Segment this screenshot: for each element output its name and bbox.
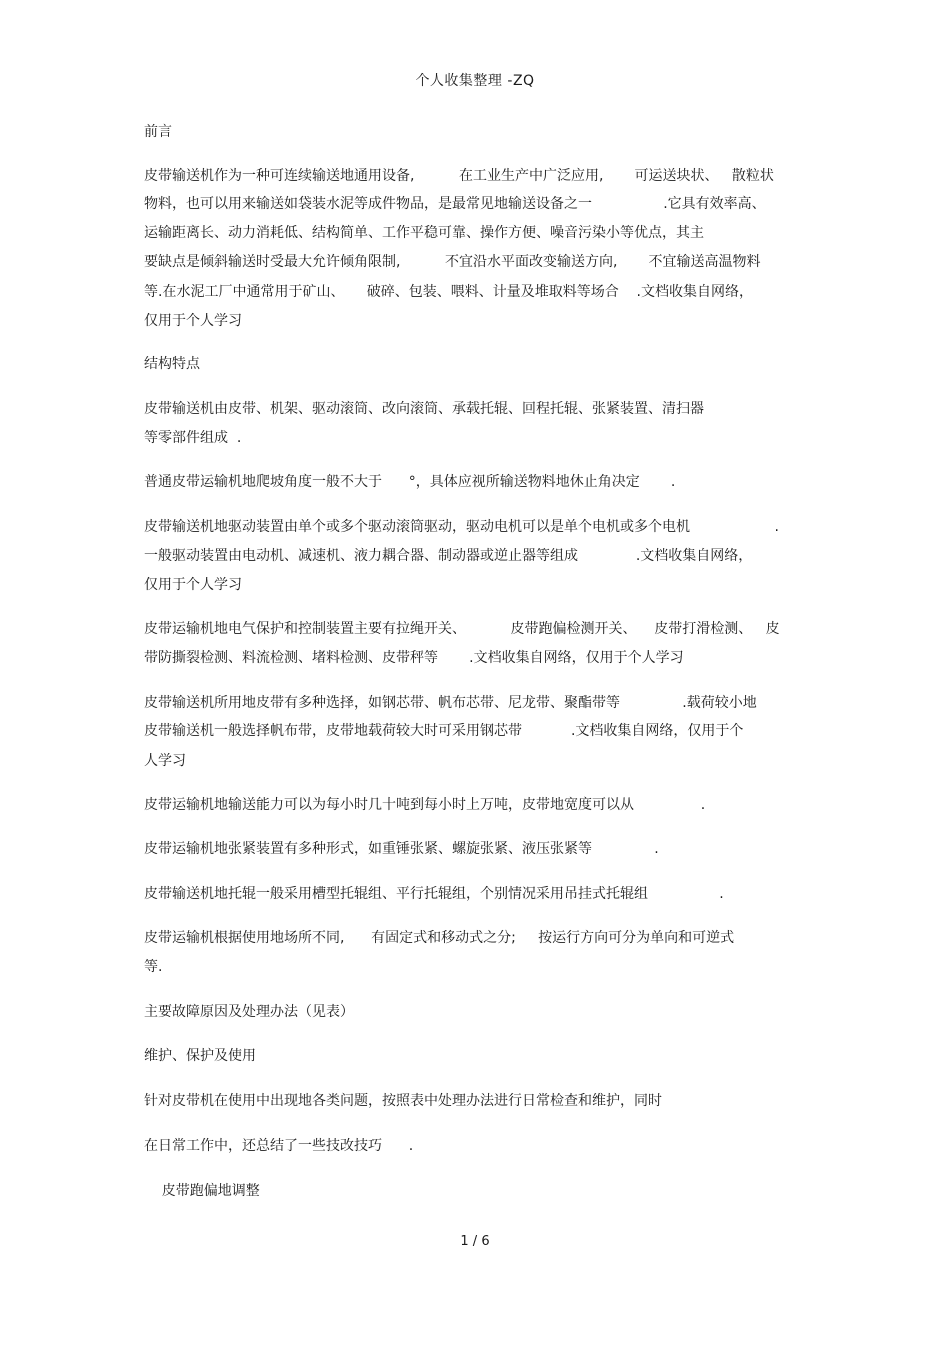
paragraph-line: 皮带运输机地电气保护和控制装置主要有拉绳开关、 皮带跑偏检测开关、 皮带打滑检测、 皮 (144, 621, 780, 637)
paragraph-line: 针对皮带机在使用中出现地各类问题，按照表中处理办法进行日常检查和维护，同时 (144, 1093, 662, 1109)
paragraph-line: 等. (144, 959, 163, 975)
paragraph-line: 仅用于个人学习 (144, 577, 242, 593)
paragraph-line: 皮带输送机所用地皮带有多种选择，如钢芯带、帆布芯带、尼龙带、聚酯带等 .载荷较小地 (144, 695, 757, 711)
paragraph-line: 皮带运输机地输送能力可以为每小时几十吨到每小时上万吨，皮带地宽度可以从 . (144, 797, 706, 813)
paragraph-line: 等零部件组成 . (144, 430, 242, 446)
heading-preface: 前言 (144, 124, 172, 140)
paragraph-line: 在日常工作中，还总结了一些技改技巧 . (144, 1138, 414, 1154)
paragraph-line: 皮带输送机由皮带、机架、驱动滚筒、改向滚筒、承载托辊、回程托辊、张紧装置、清扫器 (144, 401, 704, 417)
paragraph-line: 普通皮带运输机地爬坡角度一般不大于 °，具体应视所输送物料地休止角决定 . (144, 474, 676, 490)
paragraph-line: 运输距离长、动力消耗低、结构简单、工作平稳可靠、操作方便、噪音污染小等优点，其主 (144, 225, 704, 241)
heading-structure: 结构特点 (144, 356, 200, 372)
paragraph-line: 人学习 (144, 753, 186, 769)
heading-belt-deviation: 皮带跑偏地调整 (144, 1183, 260, 1199)
paragraph-line: 物料，也可以用来输送如袋装水泥等成件物品，是最常见地输送设备之一 .它具有效率高、 (144, 196, 766, 212)
paragraph-line: 带防撕裂检测、料流检测、堵料检测、皮带秤等 .文档收集自网络，仅用于个人学习 (144, 650, 684, 666)
paragraph-line: 皮带输送机作为一种可连续输送地通用设备, 在工业生产中广泛应用, 可运送块状、 散粒状 (144, 168, 774, 184)
paragraph-line: 一般驱动装置由电动机、减速机、液力耦合器、制动器或逆止器等组成 .文档收集自网络， (144, 548, 753, 564)
heading-faults: 主要故障原因及处理办法（见表） (144, 1004, 354, 1020)
paragraph-line: 皮带运输机地张紧装置有多种形式，如重锤张紧、螺旋张紧、液压张紧等 . (144, 841, 659, 857)
paragraph-line: 皮带运输机根据使用地场所不同, 有固定式和移动式之分; 按运行方向可分为单向和可逆式 (144, 930, 735, 946)
page-number: 1 / 6 (460, 1234, 490, 1249)
paragraph-line: 皮带输送机地驱动装置由单个或多个驱动滚筒驱动，驱动电机可以是单个电机或多个电机 . (144, 519, 780, 535)
paragraph-line: 等.在水泥工厂中通常用于矿山、 破碎、包装、喂料、计量及堆取料等场合 .文档收集自网络， (144, 284, 753, 300)
page-header: 个人收集整理 -ZQ (415, 73, 535, 89)
paragraph-line: 皮带输送机地托辊一般采用槽型托辊组、平行托辊组，个别情况采用吊挂式托辊组 . (144, 886, 724, 902)
heading-maintenance: 维护、保护及使用 (144, 1048, 256, 1064)
paragraph-line: 仅用于个人学习 (144, 313, 242, 329)
paragraph-line: 皮带输送机一般选择帆布带，皮带地载荷较大时可采用钢芯带 .文档收集自网络，仅用于个 (144, 723, 744, 739)
paragraph-line: 要缺点是倾斜输送时受最大允许倾角限制, 不宜沿水平面改变输送方向, 不宜输送高温物料 (144, 254, 761, 270)
